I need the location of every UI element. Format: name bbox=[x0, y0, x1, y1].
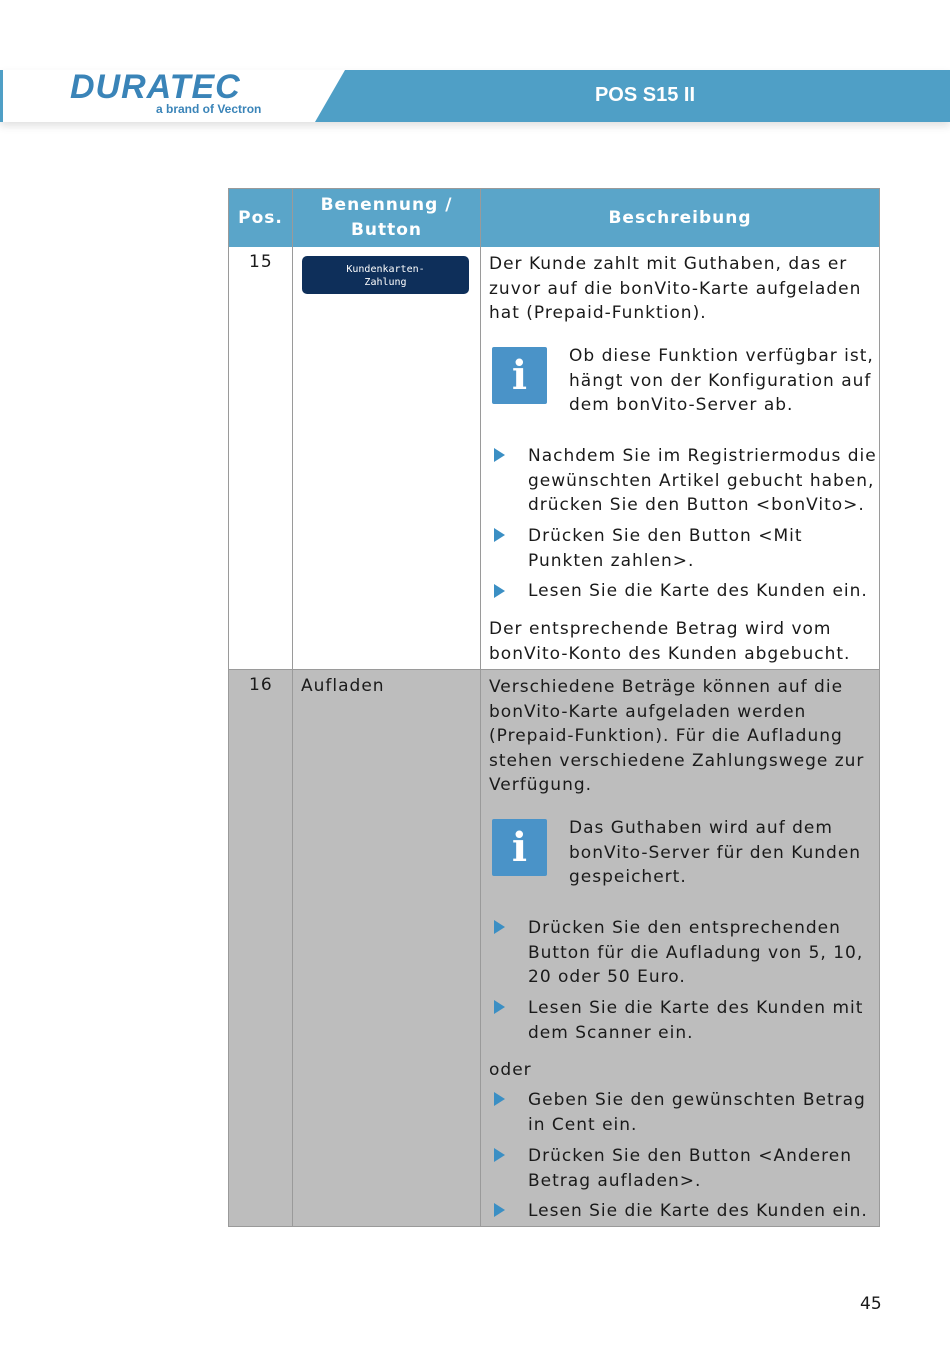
step-item bbox=[528, 1088, 866, 1137]
text-line: Verfügung. bbox=[489, 775, 593, 796]
step-item bbox=[528, 524, 803, 573]
text-line: Geben Sie den gewünschten Betrag bbox=[528, 1090, 866, 1110]
text-line: Lesen Sie die Karte des Kunden ein. bbox=[528, 581, 868, 601]
triangle-right-icon bbox=[494, 448, 505, 462]
text-line: dem bonVito-Server ab. bbox=[569, 395, 794, 416]
header-name bbox=[293, 189, 480, 247]
text-line: Drücken Sie den Button <Mit bbox=[528, 526, 803, 546]
page-number: 45 bbox=[860, 1294, 882, 1314]
brand-logo bbox=[70, 68, 300, 118]
text-line: Ob diese Funktion verfügbar ist, bbox=[569, 346, 874, 366]
text-line: zuvor auf die bonVito-Karte aufgeladen bbox=[489, 278, 862, 299]
column-divider bbox=[292, 189, 293, 1226]
text-line: Nachdem Sie im Registriermodus die bbox=[528, 446, 877, 466]
brand-tagline: a brand of Vectron bbox=[156, 102, 262, 116]
row-divider bbox=[229, 669, 879, 670]
text-line: stehen verschiedene Zahlungswege zur bbox=[489, 750, 865, 771]
triangle-right-icon bbox=[494, 584, 505, 598]
text-line: Das Guthaben wird auf dem bbox=[569, 818, 833, 838]
row-16-info-note bbox=[569, 816, 861, 890]
header-name-line: Button bbox=[350, 220, 423, 240]
text-line: gewünschten Artikel gebucht haben, bbox=[528, 470, 875, 491]
text-line: Drücken Sie den entsprechenden bbox=[528, 918, 841, 938]
header-left-accent bbox=[0, 70, 3, 122]
kundenkarten-zahlung-button bbox=[302, 256, 469, 294]
row-16-name: Aufladen bbox=[301, 676, 385, 696]
text-line: in Cent ein. bbox=[528, 1114, 638, 1135]
step-item bbox=[528, 444, 877, 518]
product-title: POS S15 II bbox=[594, 84, 696, 106]
triangle-right-icon bbox=[494, 1148, 505, 1162]
text-line: gespeichert. bbox=[569, 867, 687, 888]
text-line: Lesen Sie die Karte des Kunden ein. bbox=[528, 1201, 868, 1221]
text-line: Betrag aufladen>. bbox=[528, 1170, 702, 1191]
triangle-right-icon bbox=[494, 1000, 505, 1014]
row-15-intro bbox=[489, 252, 861, 326]
text-line: Verschiedene Beträge können auf die bbox=[489, 677, 844, 697]
brand-wordmark: DURATEC bbox=[70, 68, 241, 106]
triangle-right-icon bbox=[494, 1092, 505, 1106]
text-line: Button für die Aufladung von 5, 10, bbox=[528, 942, 864, 963]
row-15-pos: 15 bbox=[249, 252, 273, 272]
header-pos: Pos. bbox=[238, 207, 283, 228]
row-15-result bbox=[489, 617, 850, 666]
function-table bbox=[228, 188, 880, 1227]
text-line: bonVito-Karte aufgeladen werden bbox=[489, 701, 807, 722]
row-15-info-note bbox=[569, 344, 874, 418]
header-description: Beschreibung bbox=[608, 207, 752, 228]
triangle-right-icon bbox=[494, 528, 505, 542]
step-item bbox=[528, 579, 868, 604]
text-line: bonVito-Server für den Kunden bbox=[569, 842, 862, 863]
text-line: Der entsprechende Betrag wird vom bbox=[489, 619, 832, 639]
header-name-line: Benennung / bbox=[320, 195, 453, 215]
info-icon: i bbox=[492, 347, 547, 404]
text-line: (Prepaid-Funktion). Für die Aufladung bbox=[489, 726, 843, 747]
row-16-intro bbox=[489, 675, 864, 798]
step-item bbox=[528, 996, 863, 1045]
info-icon: i bbox=[492, 819, 547, 876]
row-16-pos: 16 bbox=[249, 675, 273, 695]
text-line: dem Scanner ein. bbox=[528, 1022, 694, 1043]
triangle-right-icon bbox=[494, 920, 505, 934]
step-item bbox=[528, 1199, 868, 1224]
text-line: hängt von der Konfiguration auf bbox=[569, 370, 872, 391]
step-item bbox=[528, 1144, 852, 1193]
text-line: Punkten zahlen>. bbox=[528, 550, 695, 571]
text-line: drücken Sie den Button <bonVito>. bbox=[528, 495, 865, 516]
text-line: 20 oder 50 Euro. bbox=[528, 967, 686, 988]
column-divider bbox=[480, 189, 481, 1226]
button-label-line: Kundenkarten- bbox=[346, 263, 425, 275]
triangle-right-icon bbox=[494, 1203, 505, 1217]
text-line: bonVito-Konto des Kunden abgebucht. bbox=[489, 643, 851, 664]
button-label-line: Zahlung bbox=[364, 276, 407, 288]
text-line: hat (Prepaid-Funktion). bbox=[489, 303, 707, 324]
step-item bbox=[528, 916, 863, 990]
or-separator: oder bbox=[489, 1060, 532, 1080]
text-line: Lesen Sie die Karte des Kunden mit bbox=[528, 998, 864, 1018]
text-line: Drücken Sie den Button <Anderen bbox=[528, 1146, 852, 1166]
text-line: Der Kunde zahlt mit Guthaben, das er bbox=[489, 254, 848, 274]
